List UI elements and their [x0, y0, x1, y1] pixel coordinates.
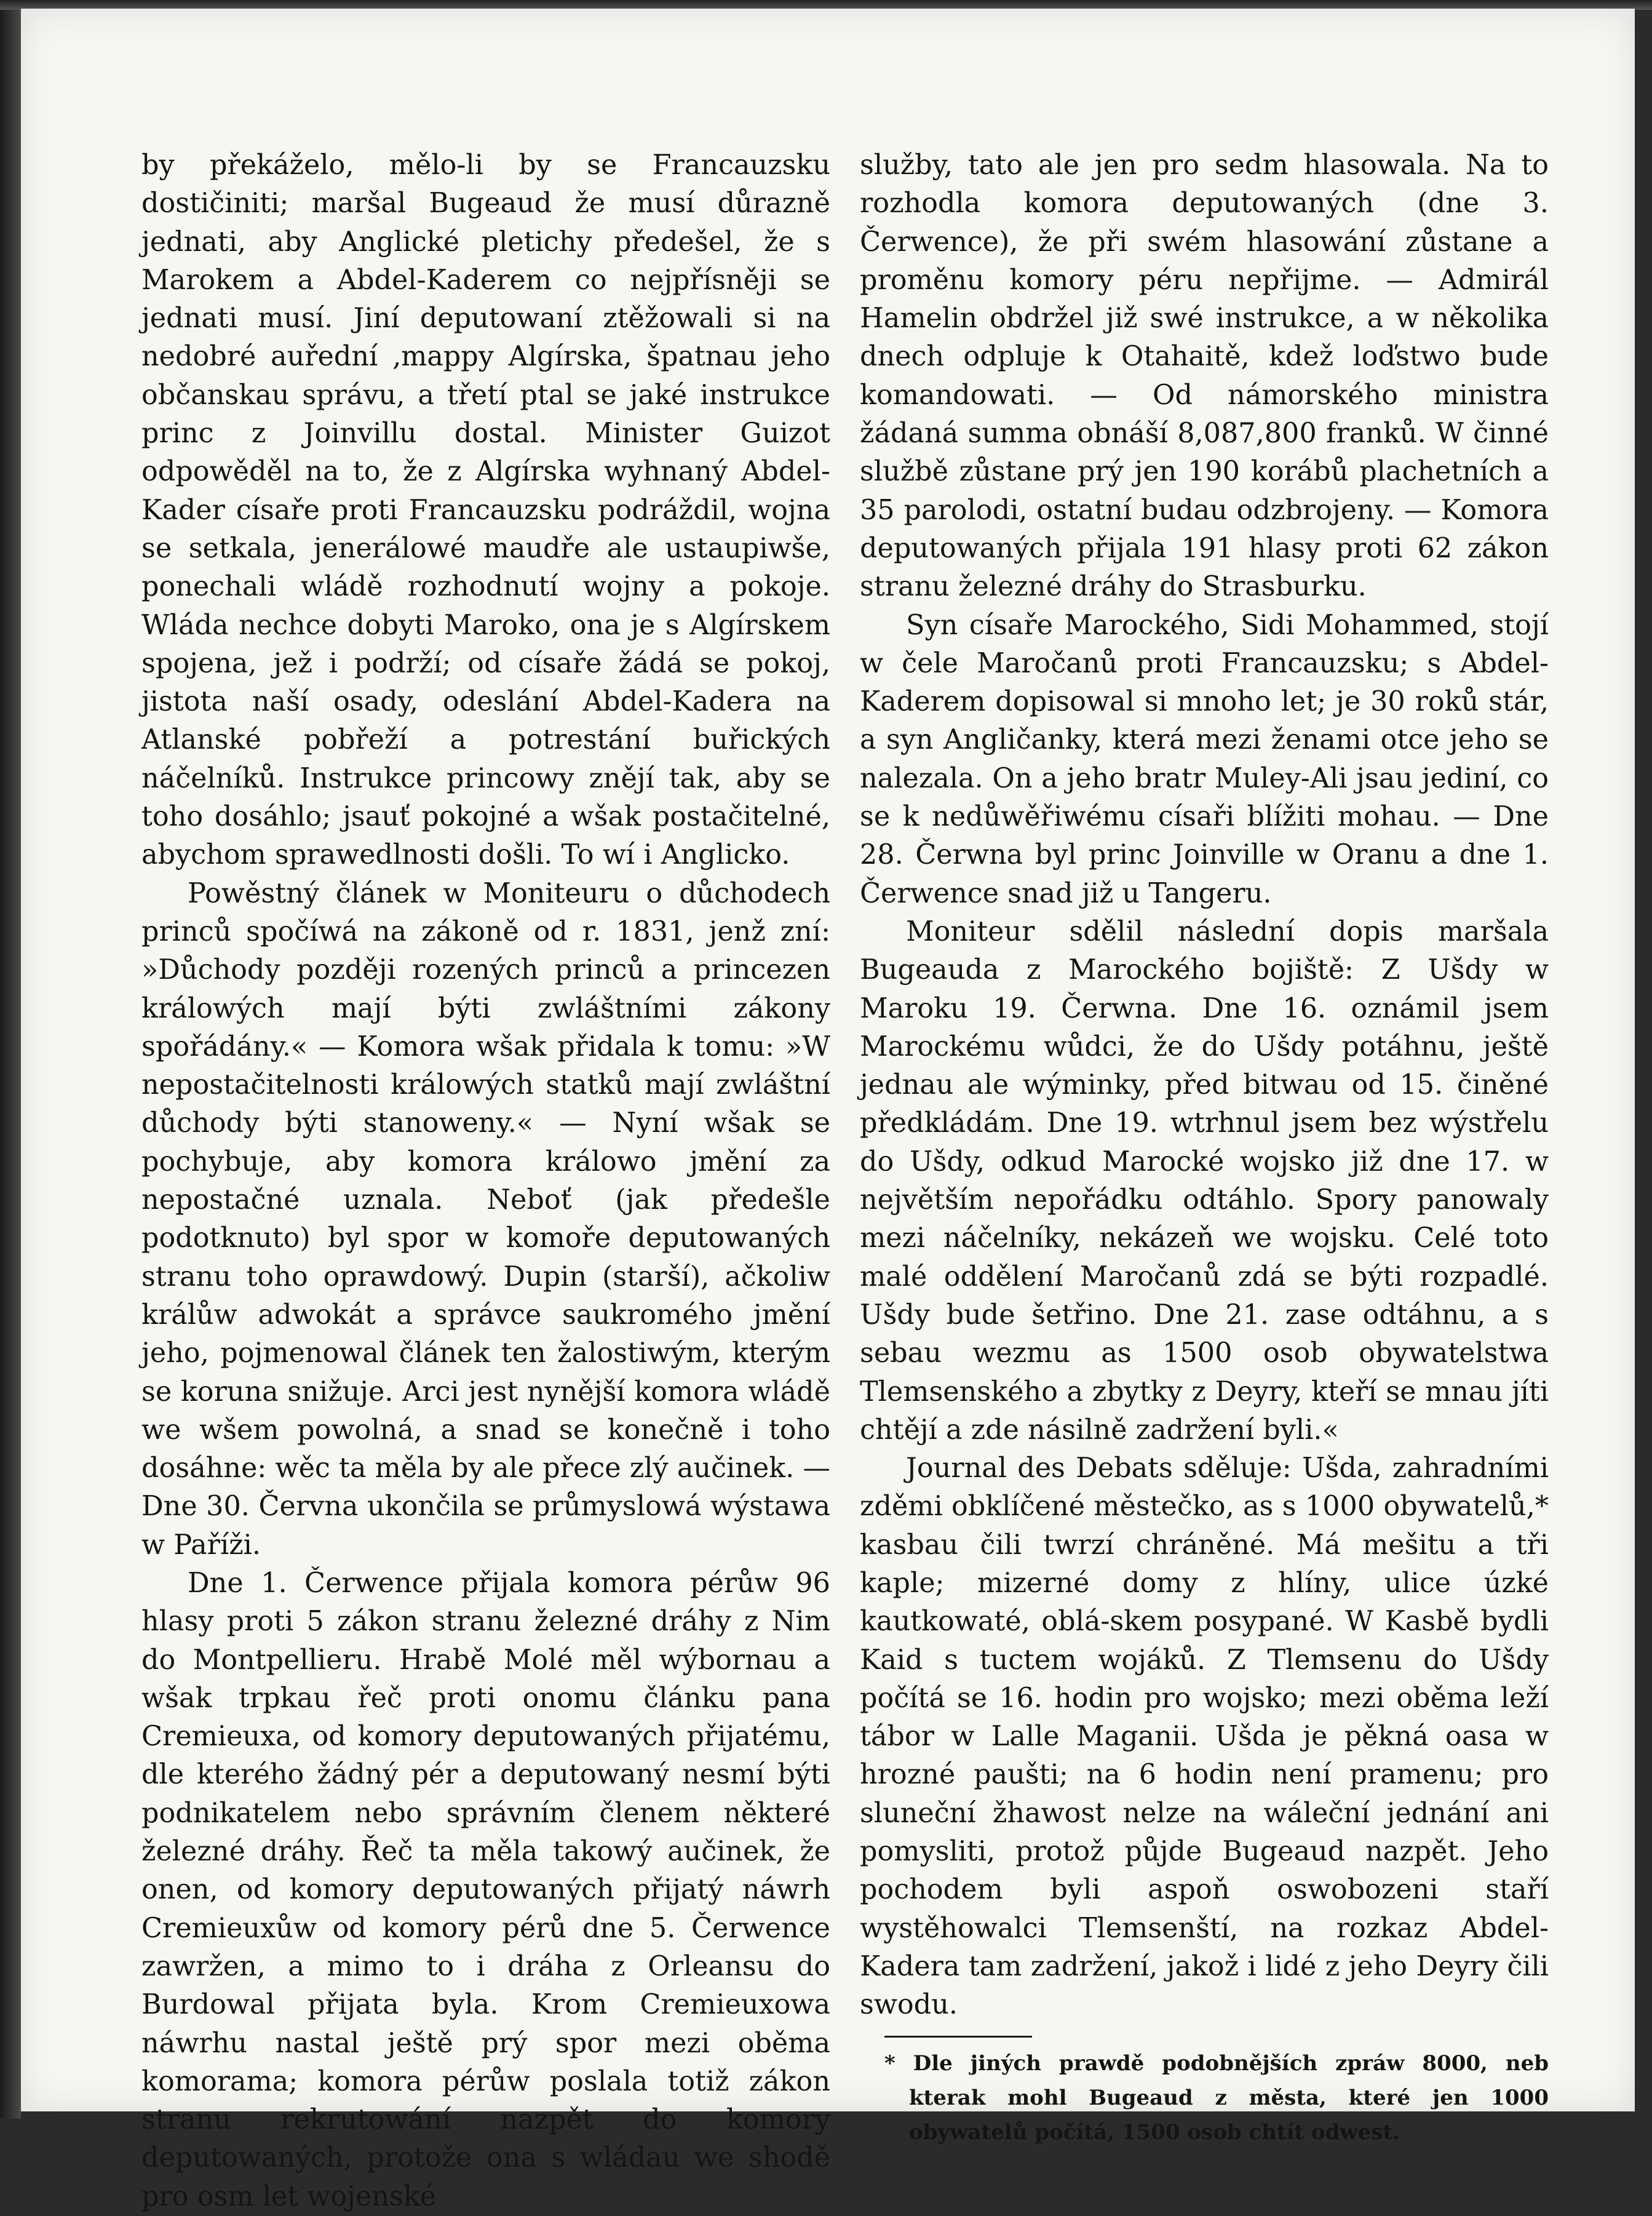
footnote-rule — [884, 2036, 1032, 2038]
left-column — [141, 146, 830, 2216]
scan-edge-left — [0, 0, 21, 2119]
footnote: * Dle jiných prawdě podobnějších zpráw 8000, neb kterak mohl Bugeaud z města, ktеré jen 1000 obywatelů počítá, 1500 osob chtít odwest. — [884, 2051, 1549, 2145]
paragraph: Journal des Debats sděluje: Ušda, zahradními zděmi obklíčené městečko, as s 1000 obywatelů,* kasbau čili twrzí chráněné. Má mešitu a tři kaple; mizerné domy z hlíny, ulice úzké kautkowaté, oblá-skem posypané. W Kasbě bydli Kaid s tuctem wojáků. Z Tlemsenu do Ušdy počítá se 16. hodin pro wojsko; mezi oběma leží tábor w Lalle Maganii. Ušda je pěkná oasa w hrozné paušti; na 6 hodin není pramenu; pro sluneční žhawost nelze na wáleční jednání ani pomysliti, protož půjde Bugeaud nazpět. Jeho pochodem byli aspoň oswobozeni staří wystěhowalci Tlemsenští, na rozkaz Abdel-Kadera tam zadržení, jakož i lidé z jeho Deyry čili swodu. — [860, 1453, 1549, 2021]
paragraph: by překáželo, mělo-li by se Francauzsku dostičiniti; maršal Bugeaud že musí důrazně jednati, aby Anglické pletichy předešel, že s Marokem a Abdel-Kaderem co nejpřísněji se jednati musí. Jiní deputowaní ztěžowali si na nedobré auřední ‚mappy Algírska, špatnau jeho občanskau správu, a třetí ptal se jaké instrukce princ z Joinvillu dostal. Minister Guizot odpowěděl na to, že z Algírska wyhnaný Abdel-Kader císaře proti Francauzsku podráždil, wojna se setkala, jenerálowé maudře ale ustaupiwše, ponechali wládě rozhodnutí wojny a pokoje. Wláda nechce dobyti Maroko, ona je s Algírskem spojena, jež i podrží; od císaře žádá se pokoj, jistota naší osady, odeslání Abdel-Kadera na Atlanské pobřeží a potrestání buřických náčelníků. Instrukce princowy znějí tak, aby se toho dosáhlo; jsauť pokojné a wšak postačitelné, abychom sprawedlnosti došli. To wí i Anglicko. — [141, 149, 830, 871]
paragraph: Moniteur sdělil následní dopis maršala Bugeauda z Marockého bojiště: Z Ušdy w Maroku 19. Čerwna. Dne 16. oznámil jsem Marockému wůdci, že do Ušdy potáhnu, ještě jednau ale wýminky, před bitwau od 15. činěné předkládám. Dne 19. wtrhnul jsem bez wýstřelu do Ušdy, odkud Marocké wojsko již dne 17. w největším nepořádku odtáhlo. Spory panowaly mezi náčelníky, nekázeň we wojsku. Celé toto malé oddělení Maročanů zdá se býti rozpadlé. Ušdy bude šetřino. Dne 21. zase odtáhnu, a s sebau wezmu as 1500 osob obywatelstwa Tlemsenského a zbytky z Deyry, kteří se mnau jíti chtějí a zde násilně zadržení byli.« — [860, 915, 1549, 1446]
paragraph: služby, tato ale jen pro sedm hlasowala. Na to rozhodla komora deputowaných (dne 3. Čerwence), že při swém hlasowání zůstane a proměnu komory péru nepřijme. — Admirál Hamelin obdržel již swé instrukce, a w několika dnech odpluje k Otahaitě, kdež loďstwo bude komandowati. — Od námorského ministra žádaná summa obnáší 8,087,800 franků. W činné službě zůstane prý jen 190 korábů plachetních a 35 parolodi, ostatní budau odzbrojeny. — Komora deputowaných přijala 191 hlasy proti 62 zákon stranu železné dráhy do Strasburku. — [860, 149, 1549, 603]
right-column — [860, 146, 1549, 2150]
paragraph: Dne 1. Čerwence přijala komora pérůw 96 hlasy proti 5 zákon stranu železné dráhy z Nim do Montpellieru. Hrabě Molé měl wýbornau a wšak trpkau řeč proti onomu článku pana Cremieuxa, od komory deputowaných přijatému, dle kterého žádný pér a deputowaný nesmí býti podnikatelem nebo správním členem některé železné dráhy. Řeč ta měla takowý aučinek, že onen, od komory deputowaných přijatý náwrh Cremieuxůw od komory pérů dne 5. Čerwence zawržen, a mimo to i dráha z Orleansu do Burdowal přijata byla. Krom Cremieuxowa náwrhu nastal ještě prý spor mezi oběma komorama; komora pérůw poslala totiž zákon stranu rekrutowání nazpět do komory deputowaných, protože ona s wládau we shodě pro osm let wojenské — [141, 1567, 830, 2212]
paragraph: Syn císaře Marockého, Sidi Mohammed, stojí w čele Maročanů proti Francauzsku; s Abdel-Kaderem dopisowal si mnoho let; je 30 roků stár, a syn Angličanky, která mezi ženami otce jeho se nalezala. On a jeho bratr Muley-Ali jsau jediní, co se k nedůwěřiwému císaři blížiti mohau. — Dne 28. Čerwna byl princ Joinville w Oranu a dne 1. Čerwence snad již u Tangeru. — [860, 609, 1549, 909]
paragraph: Powěstný článek w Moniteuru o důchodech princů spočíwá na zákoně od r. 1831, jenž zní: »Důchody později rozených princů a princezen králowých mají býti zwláštními zákony spořádány.« — Komora wšak přidala k tomu: »W nepostačitelnosti králowých statků mají zwláštní důchody býti stanoweny.« — Nyní wšak se pochybuje, aby komora králowo jmění za nepostačné uznala. Neboť (jak předešle podotknuto) byl spor w komoře deputowaných stranu toho oprawdowý. Dupin (starší), ačkoliw králůw adwokát a správce saukromého jmění jeho, pojmenowal článek ten žalostiwým, kterým se koruna snižuje. Arci jest nynější komora wládě we wšem powolná, a snad se konečně i toho dosáhne: wěc ta měla by ale přece zlý aučinek. — Dne 30. Června ukončila se průmyslowá wýstawa w Paříži. — [141, 877, 830, 1561]
